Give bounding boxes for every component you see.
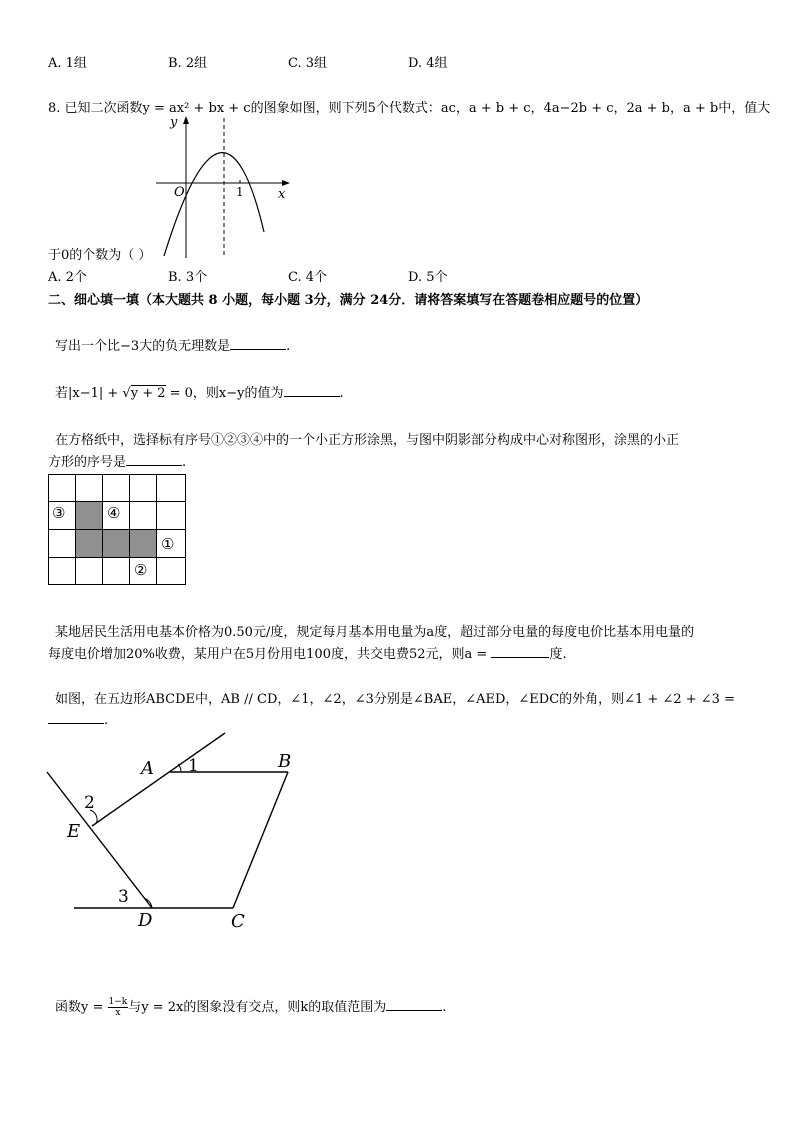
shaded-square [129,529,157,558]
fill-q6-blank[interactable] [386,997,442,1011]
angle-2-label: 2 [84,793,95,813]
fill-q5-blank[interactable] [48,710,104,724]
fill-q1-text: 写出一个比−3大的负无理数是 [55,339,231,354]
fill-q5-line1: 如图，在五边形ABCDE中，AB // CD，∠1，∠2，∠3分别是∠BAE，∠AED，∠EDC的外角，则∠1 + ∠2 + ∠3 = [55,692,735,707]
fill-q3-blank[interactable] [126,452,182,466]
fill-q2-post: = 0，则x−y的值为 [165,386,284,401]
fill-q4-line1: 某地居民生活用电基本价格为0.50元/度，规定每月基本用电量为a度，超过部分电量的每度电价比基本用电量的 [55,625,695,640]
vertex-e-label: E [67,821,81,842]
fill-q1-end: . [286,339,291,354]
q8-option-d: D. 5个 [408,270,448,285]
fill-q1 [55,335,290,354]
q8-option-b: B. 3个 [168,270,208,285]
grid-mark-2[interactable]: ② [134,561,148,579]
fraction-denominator: x [115,1008,121,1018]
vertex-d-label: D [138,910,153,931]
fill-q2-end: . [339,386,344,401]
fill-q6-pre: 函数y = [55,1000,108,1015]
shaded-square [102,529,130,558]
fill-q3-line1: 在方格纸中，选择标有序号①②③④中的一个小正方形涂黑，与图中阴影部分构成中心对称图形，涂黑的小正 [55,433,680,448]
fill-q4-line2-text: 每度电价增加20%收费，某用户在5月份用电100度，共交电费52元，则a = [48,647,492,662]
grid-mark-1[interactable]: ① [161,535,175,553]
sqrt-symbol-icon: √ [122,386,131,401]
fraction-numerator: 1−k [108,997,128,1007]
fill-q4-end: 度. [549,647,567,662]
fill-q5-line2 [48,710,108,728]
fill-q3-end: . [182,455,187,470]
shaded-square [75,501,103,530]
fill-q3-grid [48,474,186,585]
section2-header: 二、细心填一填（本大题共 8 小题，每小题 3分，满分 24分．请将答案填写在答题卷相应题号的位置） [48,293,649,308]
q8-graph-one-label: 1 [236,185,244,199]
fill-q6-end: . [442,1000,447,1015]
grid-mark-3[interactable]: ③ [52,504,66,522]
q8-number: 8. [48,101,61,116]
q8-stem-end: 于0的个数为（ ） [48,248,152,263]
q7-option-b: B. 2组 [168,56,208,71]
fill-q2-radical: y + 2 [130,386,166,401]
fill-q4-line2 [48,643,567,662]
fill-q3-line2 [48,451,186,470]
fill-q3-line2-text: 方形的序号是 [48,455,127,470]
fill-q2 [55,382,344,401]
fill-q1-blank[interactable] [230,336,286,350]
q7-option-c: C. 3组 [288,56,328,71]
q8-parabola-graph [150,112,295,260]
fill-q6 [55,996,446,1018]
q7-option-d: D. 4组 [408,56,448,71]
fill-q6-fraction [108,997,129,1018]
q8-stem-text: 已知二次函数y = ax² + bx + c的图象如图，则下列5个代数式：ac，a + b + c，4a−2b + c，2a + b，a + b中，值大 [64,101,771,116]
q8-graph-origin-label: O [174,185,185,200]
angle-1-label: 1 [188,756,199,776]
grid-mark-4[interactable]: ④ [107,504,121,522]
fill-q2-blank[interactable] [284,383,340,397]
angle-3-label: 3 [118,887,129,907]
shaded-square [75,529,103,558]
q7-option-a: A. 1组 [48,56,87,71]
vertex-b-label: B [278,751,292,772]
q8-option-a: A. 2个 [48,270,87,285]
vertex-c-label: C [231,911,245,932]
fill-q2-pre: 若|x−1| + [55,386,123,401]
q8-graph-y-label: y [170,115,178,130]
q8-graph-x-label: x [278,187,286,202]
fill-q4-blank[interactable] [491,644,549,658]
fill-q5-pentagon-figure [40,730,310,935]
vertex-a-label: A [141,758,154,779]
q8-option-c: C. 4个 [288,270,328,285]
fill-q5-end: . [104,713,109,728]
fill-q6-mid: 与y = 2x的图象没有交点，则k的取值范围为 [128,1000,387,1015]
